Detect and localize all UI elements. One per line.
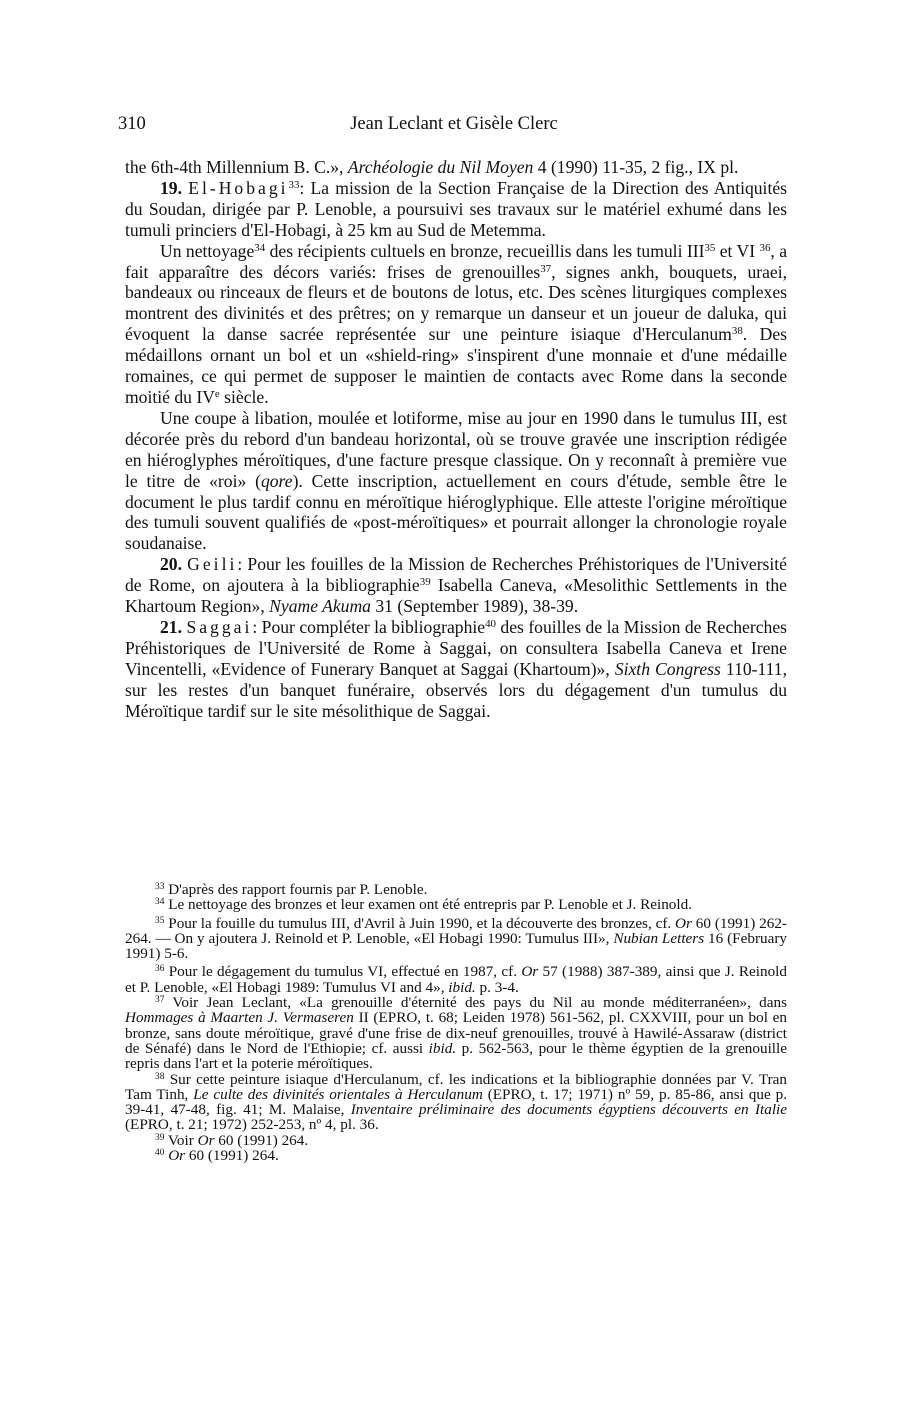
section-21-saggai: 21. Saggai: Pour compléter la bibliographie$^{40}$ des fouilles de la Mission de Recherches Préhistoriques de l'Université de Rome à Saggai, on consultera Isabella Caneva et Irene Vincentelli, «Evidence of Funerary Banquet at Saggai (Khartoum)», Sixth Congress 110-111, sur les restes d'un banquet funéraire, observés lors du dégagement d'un tumulus du Méroïtique tardif sur le site mésolithique de Saggai.	[125, 616, 788, 721]
site-name: Saggai	[186, 616, 253, 637]
footnote-39: $^{39}$ Voir Or 60 (1991) 264.	[155, 1131, 309, 1149]
footnote-36: $^{36}$ Pour le dégagement du tumulus VI, effectué en 1987, cf. Or 57 (1988) 387-389, ainsi que J. Reinold et P. Lenoble, «El Hobagi 1989: Tumulus VI and 4», ibid. p. 3-4.	[125, 963, 787, 996]
footnote-35: $^{35}$ Pour la fouille du tumulus III, d'Avril à Juin 1990, et la découverte des bronzes, cf. Or 60 (1991) 262-264. — On y ajoutera J. Reinold et P. Lenoble, «El Hobagi 1990: Tumulus III», Nubian Letters 16 (February 1991) 5-6.	[125, 914, 787, 963]
footnote-ref: 40	[485, 617, 496, 630]
footnote-ref: 37	[540, 262, 552, 275]
site-name: El-Hobagi	[188, 177, 289, 198]
page-number: 310	[118, 114, 146, 134]
page-header	[118, 114, 790, 142]
footnote-40: $^{40}$ Or 60 (1991) 264.	[155, 1147, 279, 1165]
paragraph-coupe: Une coupe à libation, moulée et lotiforme, mise au jour en 1990 dans le tumulus III, est décorée près du rebord d'un bandeau horizontal, où se trouve gravée une inscription rédigée en hiéroglyphes méroïtiques, d'une facture presque classique. On y reconnaît à première vue le titre de «roi» (qore). Cette inscription, actuellement en cours d'étude, semble être le document le plus tardif connu en méroïtique hiéroglyphique. Elle atteste l'origine méroïtique des tumuli souvent qualifiés de «post-méroïtiques» et pourrait allonger la chronologie royale soudanaise.	[125, 407, 788, 554]
footnote-ref: 36	[759, 241, 771, 254]
footnote-ref: 39	[419, 576, 431, 589]
paragraph-nettoyage: Un nettoyage$^{34}$ des récipients cultuels en bronze, recueillis dans les tumuli III$^{35}$ et VI $^{36}$, a fait apparaître des décors variés: frises de grenouilles$^{37}$, signes ankh, bouquets, uraei, bandeaux ou rinceaux de fleurs et de boutons de lotus, etc. Des scènes liturgiques complexes montrent des divinités et des prêtres; on y remarque un danseur et un joueur de daluka, qui évoquent la danse sacrée représentée sur une peinture isiaque d'Herculanum$^{38}$. Des médaillons ornant un bol et un «shield-ring» s'inspirent d'une monnaie et d'une médaille romaines, ce qui permet de supposer le maintien de contacts avec Rome dans la seconde moitié du IVe siècle.	[125, 240, 788, 407]
paragraph-continuation: the 6th-4th Millennium B. C.», Archéologie du Nil Moyen 4 (1990) 11-35, 2 fig., IX pl.	[125, 157, 739, 177]
site-name: Geili	[187, 554, 238, 575]
footnote-37: $^{37}$ Voir Jean Leclant, «La grenouille d'éternité des pays du Nil au monde méditerranéen», dans Hommages à Maarten J. Vermaseren II (EPRO, t. 68; Leiden 1978) 561-562, pl. CXXVIII, pour un bol en bronze, sans doute méroïtique, gravé d'une frise de dix-neuf grenouilles, trouvé à Hawilé-Assaraw (district de Sénafé) dans le Nord de l'Ethiopie; cf. aussi ibid. p. 562-563, pour le thème égyptien de la grenouille repris dans l'art et la poterie méroïtiques.	[125, 994, 787, 1073]
section-number: 21.	[160, 616, 182, 637]
footnote-ref: 38	[731, 325, 743, 338]
main-text	[125, 157, 787, 721]
footnote-38: $^{38}$ Sur cette peinture isiaque d'Herculanum, cf. les indications et la bibliographie données par V. Tran Tam Tinh, Le culte des divinités orientales à Herculanum (EPRO, t. 17; 1971) nº 59, p. 85-86, ansi que p. 39-41, 47-48, fig. 41; M. Malaise, Inventaire préliminaire des documents égyptiens découverts en Italie (EPRO, t. 21; 1972) 252-253, nº 4, pl. 36.	[125, 1070, 787, 1134]
running-title: Jean Leclant et Gisèle Clerc	[350, 114, 558, 134]
footnotes	[125, 882, 787, 1163]
footnote-33: $^{33}$ D'après des rapport fournis par P. Lenoble.	[155, 881, 428, 898]
section-number: 20.	[160, 554, 182, 575]
footnote-34: $^{34}$ Le nettoyage des bronzes et leur examen ont été entrepris par P. Lenoble et J. Reinold.	[155, 896, 692, 914]
superscript-e: e	[214, 387, 220, 400]
footnote-ref: 33	[288, 178, 300, 191]
section-19-el-hobagi: 19. El-Hobagi$^{33}$: La mission de la Section Française de la Direction des Antiquités du Soudan, dirigée par P. Lenoble, a poursuivi ses travaux sur le matériel exhumé dans les tumuli princiers d'El-Hobagi, à 25 km au Sud de Metemma.	[125, 177, 787, 240]
section-number: 19.	[160, 177, 182, 198]
footnote-ref: 34	[254, 241, 266, 254]
footnote-ref: 35	[704, 241, 716, 254]
section-20-geili: 20. Geili: Pour les fouilles de la Mission de Recherches Préhistoriques de l'Université de Rome, on ajoutera à la bibliographie$^{39}$ Isabella Caneva, «Mesolithic Settlements in the Khartoum Region», Nyame Akuma 31 (September 1989), 38-39.	[125, 554, 787, 617]
